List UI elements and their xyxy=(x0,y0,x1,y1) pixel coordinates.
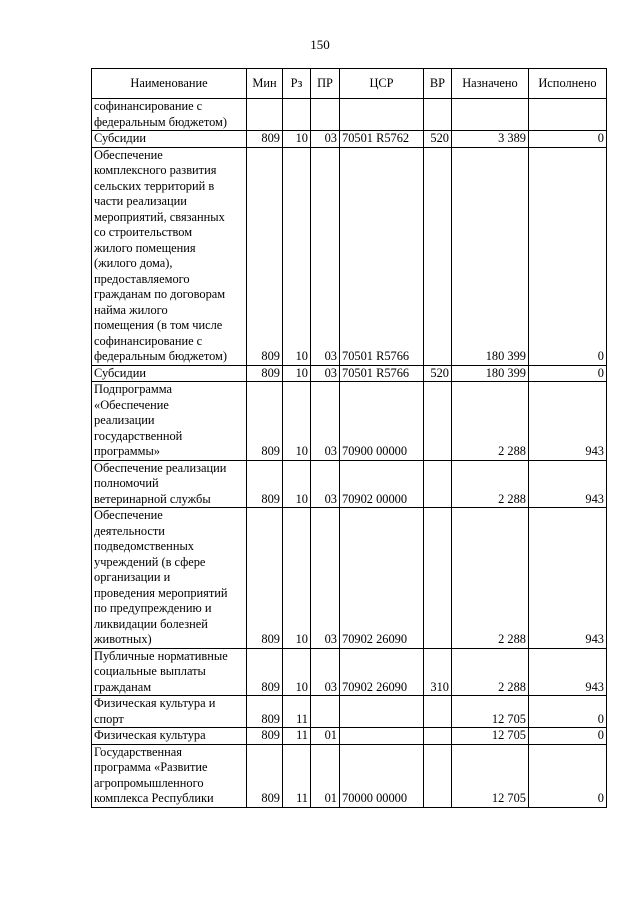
row-rz: 10 xyxy=(283,147,311,365)
row-csr: 70501 R5766 xyxy=(340,365,424,382)
row-rz: 10 xyxy=(283,365,311,382)
row-name: Обеспечение комплексного развития сельских территорий в части реализации мероприятий, связанных со строительством жилого помещения (жилого дома), предоставляемого гражданам по договорам найма жилого помещения (в том числе софинансирование с федеральным бюджетом) xyxy=(92,147,247,365)
row-pr: 03 xyxy=(311,648,340,696)
budget-table xyxy=(91,68,607,808)
row-csr: 70501 R5762 xyxy=(340,131,424,148)
row-name: Публичные нормативные социальные выплаты гражданам xyxy=(92,648,247,696)
row-name: Физическая культура xyxy=(92,728,247,745)
row-vr xyxy=(424,508,452,649)
row-min: 809 xyxy=(247,648,283,696)
row-executed: 0 xyxy=(529,131,607,148)
row-min: 809 xyxy=(247,460,283,508)
row-assigned: 2 288 xyxy=(452,508,529,649)
row-csr: 70902 26090 xyxy=(340,648,424,696)
row-pr: 03 xyxy=(311,131,340,148)
header-vr: ВР xyxy=(424,69,452,99)
row-min xyxy=(247,99,283,131)
row-assigned: 180 399 xyxy=(452,365,529,382)
row-name: Субсидии xyxy=(92,131,247,148)
row-assigned: 3 389 xyxy=(452,131,529,148)
row-vr xyxy=(424,744,452,807)
table-row xyxy=(92,744,607,807)
row-name: Обеспечение реализации полномочий ветеринарной службы xyxy=(92,460,247,508)
row-csr: 70902 00000 xyxy=(340,460,424,508)
row-min: 809 xyxy=(247,728,283,745)
row-rz: 10 xyxy=(283,648,311,696)
table-row xyxy=(92,99,607,131)
row-csr: 70501 R5766 xyxy=(340,147,424,365)
row-assigned: 12 705 xyxy=(452,744,529,807)
row-rz: 11 xyxy=(283,744,311,807)
table-row xyxy=(92,696,607,728)
header-executed: Исполнено xyxy=(529,69,607,99)
table-row xyxy=(92,648,607,696)
row-executed: 943 xyxy=(529,508,607,649)
row-executed xyxy=(529,99,607,131)
row-assigned: 2 288 xyxy=(452,648,529,696)
header-rz: Рз xyxy=(283,69,311,99)
row-pr: 03 xyxy=(311,147,340,365)
row-name: Подпрограмма «Обеспечение реализации государственной программы» xyxy=(92,382,247,461)
row-executed: 0 xyxy=(529,365,607,382)
row-rz: 11 xyxy=(283,728,311,745)
row-rz: 11 xyxy=(283,696,311,728)
row-pr: 03 xyxy=(311,508,340,649)
row-csr xyxy=(340,99,424,131)
row-pr: 03 xyxy=(311,365,340,382)
row-csr xyxy=(340,728,424,745)
header-pr: ПР xyxy=(311,69,340,99)
table-row xyxy=(92,365,607,382)
row-rz: 10 xyxy=(283,508,311,649)
row-name: Физическая культура и спорт xyxy=(92,696,247,728)
row-min: 809 xyxy=(247,147,283,365)
row-name: софинансирование с федеральным бюджетом) xyxy=(92,99,247,131)
row-name: Государственная программа «Развитие агропромышленного комплекса Республики xyxy=(92,744,247,807)
row-rz: 10 xyxy=(283,131,311,148)
row-pr: 01 xyxy=(311,728,340,745)
row-vr: 520 xyxy=(424,131,452,148)
row-assigned: 12 705 xyxy=(452,728,529,745)
row-pr: 03 xyxy=(311,460,340,508)
row-rz: 10 xyxy=(283,382,311,461)
table-header-row xyxy=(92,69,607,99)
row-csr: 70000 00000 xyxy=(340,744,424,807)
row-vr xyxy=(424,460,452,508)
row-executed: 943 xyxy=(529,648,607,696)
table-row xyxy=(92,131,607,148)
row-executed: 0 xyxy=(529,728,607,745)
header-assigned: Назначено xyxy=(452,69,529,99)
row-csr xyxy=(340,696,424,728)
row-name: Субсидии xyxy=(92,365,247,382)
row-assigned: 2 288 xyxy=(452,460,529,508)
page-number: 150 xyxy=(310,37,330,52)
row-vr xyxy=(424,696,452,728)
row-assigned: 12 705 xyxy=(452,696,529,728)
row-assigned: 180 399 xyxy=(452,147,529,365)
table-row xyxy=(92,728,607,745)
row-min: 809 xyxy=(247,508,283,649)
header-csr: ЦСР xyxy=(340,69,424,99)
row-csr: 70902 26090 xyxy=(340,508,424,649)
header-min: Мин xyxy=(247,69,283,99)
row-executed: 943 xyxy=(529,460,607,508)
row-vr: 310 xyxy=(424,648,452,696)
row-pr xyxy=(311,99,340,131)
row-min: 809 xyxy=(247,382,283,461)
row-min: 809 xyxy=(247,696,283,728)
row-pr: 01 xyxy=(311,744,340,807)
row-executed: 0 xyxy=(529,744,607,807)
header-name: Наименование xyxy=(92,69,247,99)
row-min: 809 xyxy=(247,744,283,807)
row-vr xyxy=(424,382,452,461)
row-executed: 943 xyxy=(529,382,607,461)
row-executed: 0 xyxy=(529,696,607,728)
table-row xyxy=(92,147,607,365)
row-rz xyxy=(283,99,311,131)
row-name: Обеспечение деятельности подведомственных учреждений (в сфере организации и проведения мероприятий по предупреждению и ликвидации болезней животных) xyxy=(92,508,247,649)
row-csr: 70900 00000 xyxy=(340,382,424,461)
row-executed: 0 xyxy=(529,147,607,365)
row-pr: 03 xyxy=(311,382,340,461)
table-row xyxy=(92,460,607,508)
row-assigned: 2 288 xyxy=(452,382,529,461)
row-vr xyxy=(424,99,452,131)
row-rz: 10 xyxy=(283,460,311,508)
table-row xyxy=(92,382,607,461)
row-min: 809 xyxy=(247,131,283,148)
row-vr xyxy=(424,728,452,745)
table-row xyxy=(92,508,607,649)
row-assigned xyxy=(452,99,529,131)
row-min: 809 xyxy=(247,365,283,382)
row-vr xyxy=(424,147,452,365)
row-pr xyxy=(311,696,340,728)
row-vr: 520 xyxy=(424,365,452,382)
